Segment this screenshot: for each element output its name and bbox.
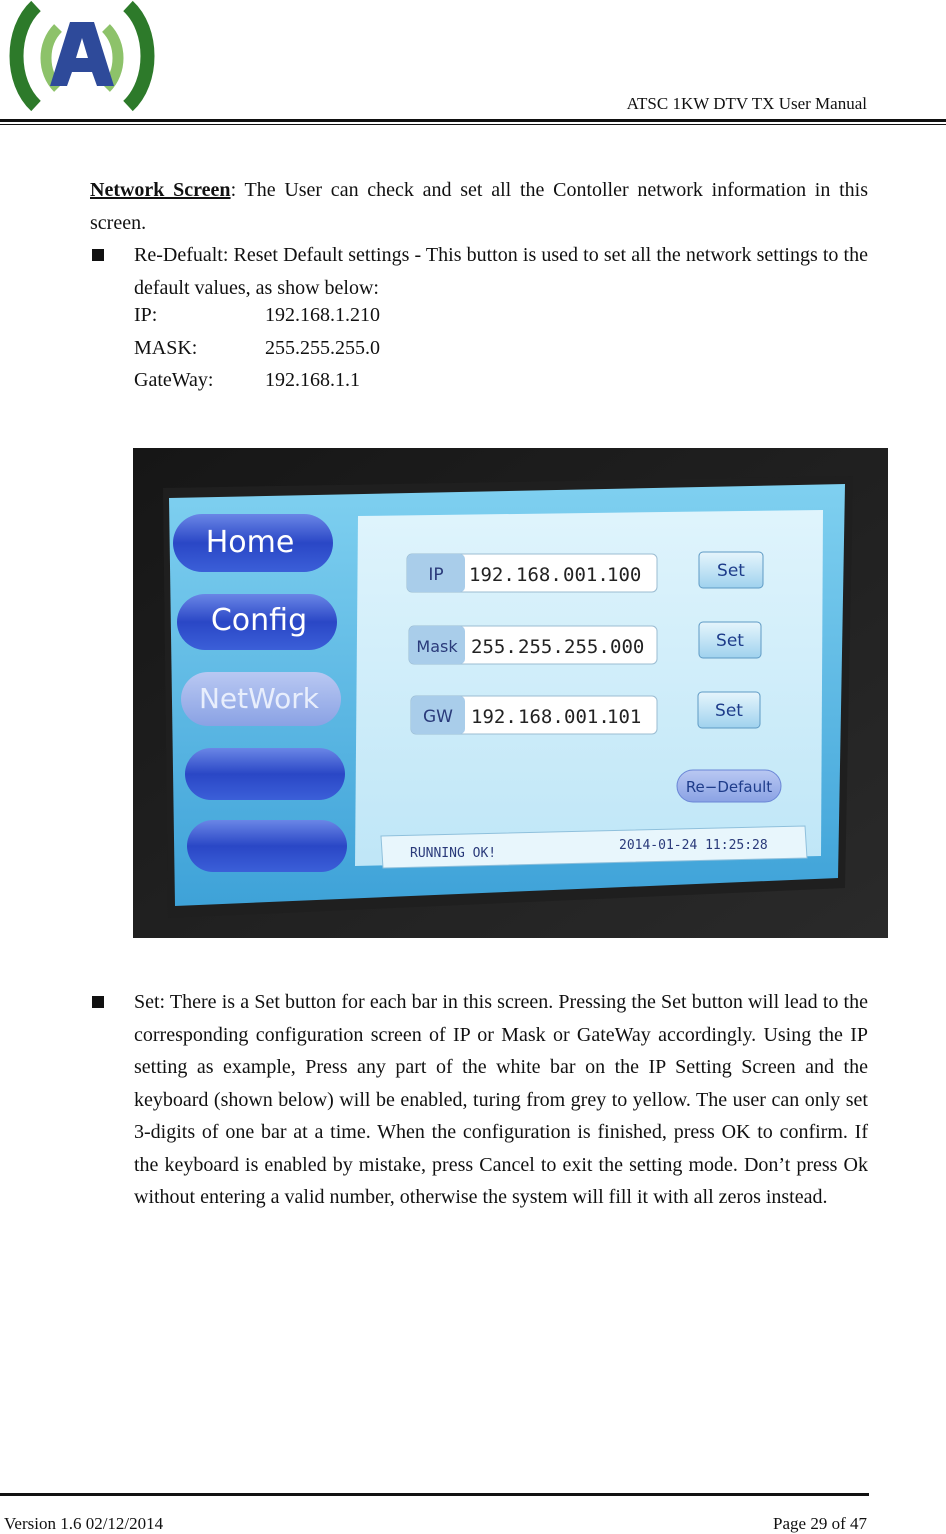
mask-set-button[interactable] [699,622,761,658]
ip-octet-2: 168. [516,564,562,586]
intro-text: : The User can check and set all the Contoller network information in this screen. [90,179,868,234]
default-mask-line [134,337,380,360]
gateway-set-label: Set [715,701,743,721]
ip-octet-4: 100 [607,564,642,586]
menu-button-home[interactable] [173,514,333,572]
menu-button-blank-1[interactable] [185,748,345,800]
default-ip-label: IP: [134,304,158,326]
footer-version: Version 1.6 02/12/2014 [4,1514,164,1533]
re-default-description: Re-Defualt: Reset Default settings - This button is used to set all the network settings to the default values, as show below: [134,244,868,299]
default-mask-value: 255.255.255.0 [265,337,380,359]
document-title: ATSC 1KW DTV TX User Manual [626,94,867,113]
menu-button-blank-2[interactable] [187,820,347,872]
status-text: RUNNING OK! [410,846,497,861]
default-mask-label: MASK: [134,337,198,359]
ip-octet-1: 192. [469,564,515,586]
menu-home-label: Home [205,525,295,560]
ip-octet-3: 001. [563,564,609,586]
default-ip-value: 192.168.1.210 [265,304,380,326]
default-gateway-label: GateWay: [134,369,214,391]
ip-label: IP [428,565,444,585]
default-ip-line [134,304,380,327]
default-gateway-line [134,369,360,392]
menu-config-label: Config [210,603,308,638]
gateway-label: GW [423,707,453,727]
ip-set-label: Set [717,561,745,581]
mask-octet-3: 255. [564,636,610,658]
footer-divider [0,1493,869,1496]
gateway-field[interactable] [411,696,657,734]
ip-set-button[interactable] [699,552,763,588]
gateway-octet-4: 101 [607,706,642,728]
menu-button-network[interactable] [181,672,341,726]
header-divider-thin [0,124,946,125]
section-heading: Network Screen [90,179,231,201]
re-default-label: Re−Default [685,778,773,796]
company-logo-icon [2,0,162,112]
set-description: Set: There is a Set button for each bar in this screen. Pressing the Set button will lead to the corresponding configuration screen of IP or Mask or GateWay accordingly. Using the IP setting as example, Press any part of the white bar on the IP Setting Screen and the keyboard (shown below) will be enabled, turing from grey to yellow. The user can only set 3-digits of one bar at a time. When the configuration is finished, press OK to confirm. If the keyboard is enabled by mistake, press Cancel to exit the setting mode. Don’t press Ok without entering a valid number, otherwise the system will fill it with all zeros instead. [134,991,868,1208]
gateway-octet-2: 168. [518,706,564,728]
gateway-set-button[interactable] [698,692,760,728]
header-divider [0,119,946,122]
ip-field[interactable] [407,554,657,592]
default-gateway-value: 192.168.1.1 [265,369,360,391]
mask-octet-2: 255. [518,636,564,658]
mask-set-label: Set [716,631,744,651]
intro-paragraph [90,174,868,239]
network-screen-photo [133,448,888,938]
mask-octet-4: 000 [610,636,645,658]
mask-field[interactable] [409,626,657,664]
bullet-square-icon [92,996,104,1008]
gateway-octet-3: 001. [564,706,610,728]
menu-network-label: NetWork [198,682,320,715]
status-datetime: 2014-01-24 11:25:28 [619,838,768,853]
menu-button-config[interactable] [177,594,337,650]
gateway-octet-1: 192. [471,706,517,728]
footer-page-number: Page 29 of 47 [773,1514,867,1533]
mask-octet-1: 255. [471,636,517,658]
mask-label: Mask [416,637,458,656]
re-default-button[interactable] [677,770,781,802]
bullet-square-icon [92,249,104,261]
